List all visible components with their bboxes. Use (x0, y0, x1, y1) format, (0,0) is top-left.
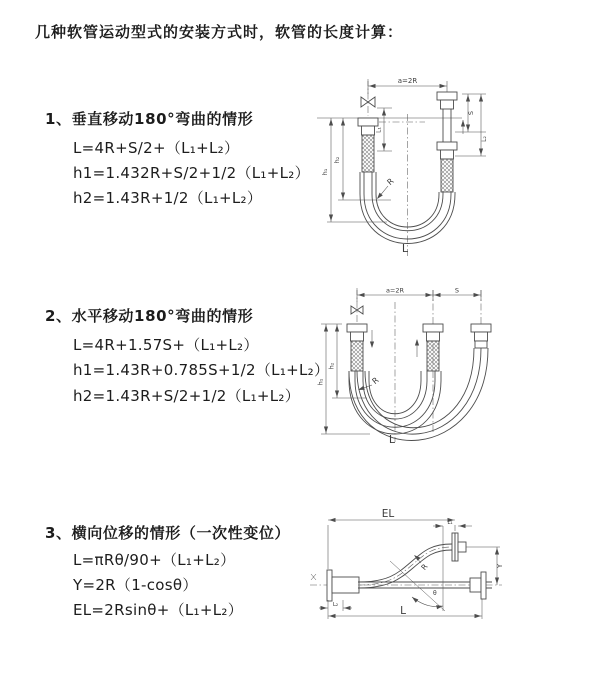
section2-heading: 2、水平移动180°弯曲的情形 (45, 307, 254, 325)
section1-formula-l: L=4R+S/2+（L₁+L₂） (73, 139, 240, 157)
left-fitting (327, 570, 359, 601)
axis-end-mark (311, 574, 316, 580)
right-fitting (437, 92, 457, 159)
dim-label-el: EL (381, 508, 395, 520)
dim-label-l1: L₁ (447, 520, 453, 526)
section2-formula-h1: h1=1.43R+0.785S+1/2（L₁+L₂） (73, 361, 330, 379)
upper-flange (452, 533, 466, 561)
section1-formula-h2: h2=1.43R+1/2（L₁+L₂） (73, 189, 263, 207)
section3-formula-l: L=πRθ/90+（L₁+L₂） (73, 551, 236, 569)
section3-heading: 3、横向位移的情形（一次性变位） (45, 524, 291, 542)
dim-label-h1: h₁ (321, 168, 329, 176)
right-fitting (471, 324, 491, 348)
dim-a2r-s (357, 290, 481, 302)
dim-label-s: S (467, 110, 475, 116)
dim-label-a2r: a=2R (385, 286, 405, 295)
right-fitting (470, 572, 492, 599)
angle-diagonal-line (390, 561, 445, 611)
hose-displaced-s-curve (358, 544, 452, 588)
dim-label-r: R (419, 562, 430, 572)
dim-label-h2: h₂ (333, 156, 341, 164)
page-title: 几种软管运动型式的安装方式时，软管的长度计算： (35, 23, 404, 41)
left-fitting (347, 324, 367, 341)
dim-label-h2: h₂ (327, 362, 336, 370)
dim-label-l1: L₁ (375, 127, 383, 133)
left-braided-hose (351, 341, 363, 371)
section3-formula-y: Y=2R（1-cosθ） (73, 576, 198, 594)
dim-label-l-length: L (400, 605, 406, 617)
diagram-lateral-offset (300, 503, 598, 648)
dim-label-a2r: a=2R (397, 77, 418, 85)
dim-label-h1: h₁ (316, 378, 325, 386)
section2-formula-h2: h2=1.43R+S/2+1/2（L₁+L₂） (73, 387, 301, 405)
diagram-horizontal-180-bend (312, 282, 597, 457)
dim-label-l-length: L (401, 242, 409, 255)
diagram-vertical-180-bend (315, 72, 590, 262)
dim-label-r: R (370, 375, 381, 386)
section3-formula-el: EL=2Rsinθ+（L₁+L₂） (73, 601, 244, 619)
dim-s-l2 (455, 94, 486, 156)
right-braided-hose (441, 159, 453, 192)
section1-heading: 1、垂直移动180°弯曲的情形 (45, 110, 254, 128)
section1-formula-h1: h1=1.432R+S/2+1/2（L₁+L₂） (73, 164, 310, 182)
dim-label-s: S (454, 286, 460, 295)
left-braided-hose (362, 135, 374, 172)
dim-label-l-length: L (388, 433, 396, 446)
dim-label-l2: L₂ (332, 602, 339, 608)
middle-fitting (423, 324, 443, 341)
dim-label-r: R (385, 176, 396, 187)
dim-label-y: Y (496, 563, 504, 569)
section2-formula-l: L=4R+1.57S+（L₁+L₂） (73, 336, 259, 354)
dim-label-l2: L₂ (481, 136, 488, 142)
middle-braided-hose (427, 341, 439, 371)
dim-label-theta: θ (433, 590, 437, 597)
